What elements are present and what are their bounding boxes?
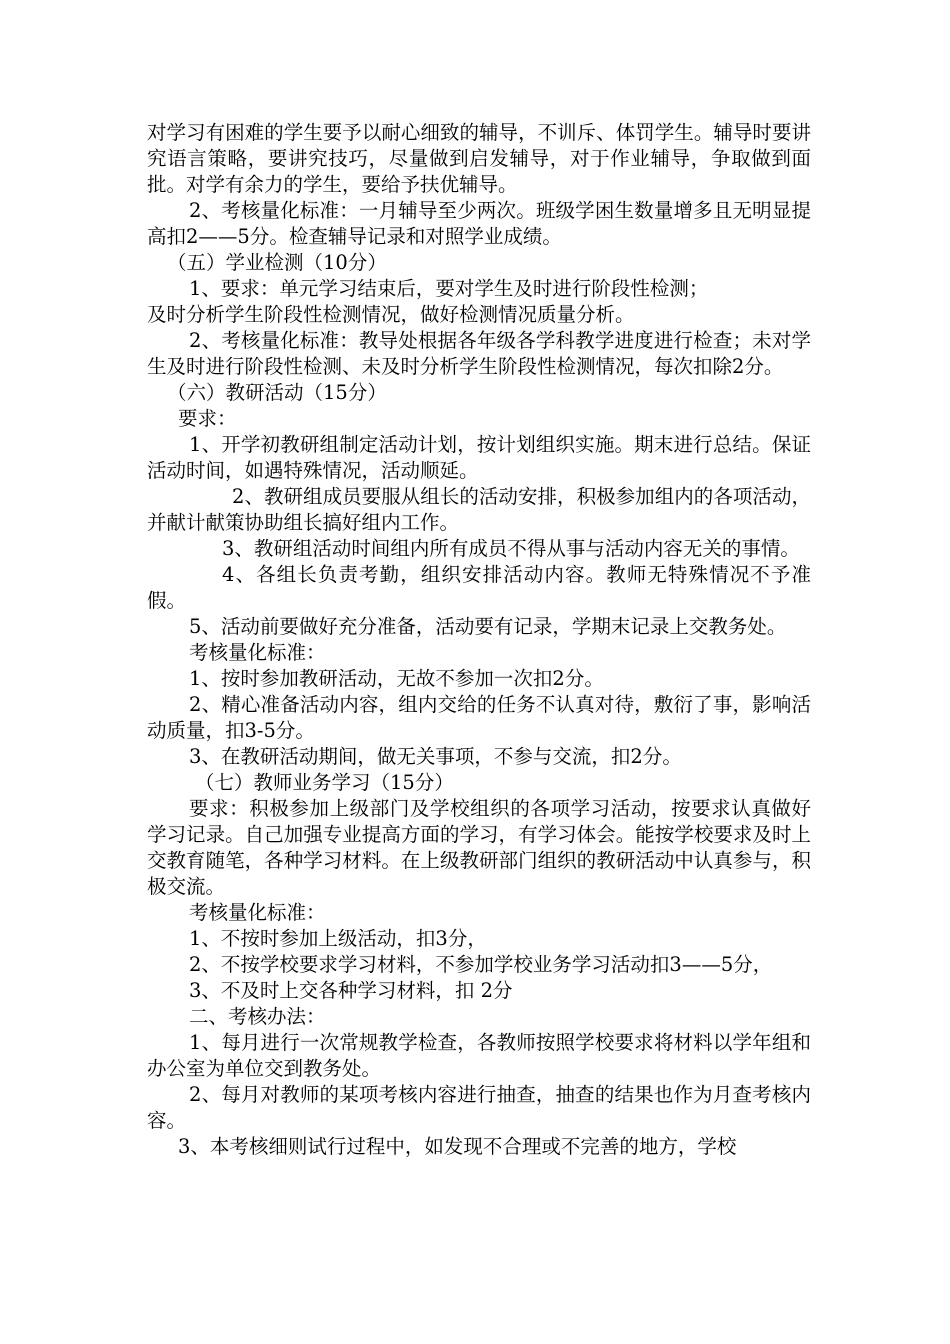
section-heading-teaching-research: （六）教研活动（15分） bbox=[167, 381, 387, 404]
section-heading-assessment-method: 二、考核办法： bbox=[189, 1005, 326, 1028]
paragraph-method-2: 2、每月对教师的某项考核内容进行抽查，抽查的结果也作为月查考核内容。 bbox=[147, 1083, 811, 1132]
document-body bbox=[147, 120, 811, 1160]
paragraph-testing-requirement: 1、要求：单元学习结束后，要对学生及时进行阶段性检测； bbox=[189, 277, 709, 300]
paragraph-standard-label-2: 考核量化标准： bbox=[189, 901, 326, 924]
paragraph-requirements-label: 要求： bbox=[178, 407, 237, 430]
section-heading-academic-testing: （五）学业检测（10分） bbox=[167, 251, 387, 274]
paragraph-testing-standard: 2、考核量化标准：教导处根据各年级各学科教学进度进行检查；未对学生及时进行阶段性检测、未及时分析学生阶段性检测情况，每次扣除2分。 bbox=[147, 329, 811, 378]
paragraph-method-1: 1、每月进行一次常规教学检查，各教师按照学校要求将材料以学年组和办公室为单位交到教务处。 bbox=[147, 1031, 811, 1080]
paragraph-research-members: 2、教研组成员要服从组长的活动安排，积极参加组内的各项活动，并献计献策协助组长搞好组内工作。 bbox=[147, 485, 811, 534]
paragraph-testing-analysis: 及时分析学生阶段性检测情况，做好检测情况质量分析。 bbox=[147, 303, 635, 326]
paragraph-study-standard-1: 1、不按时参加上级活动，扣3分， bbox=[189, 927, 487, 950]
paragraph-study-standard-2: 2、不按学校要求学习材料，不参加学校业务学习活动扣3——5分， bbox=[189, 953, 773, 976]
paragraph-tutoring-requirements: 对学习有困难的学生要予以耐心细致的辅导，不训斥、体罚学生。辅导时要讲究语言策略，要讲究技巧，尽量做到启发辅导，对于作业辅导，争取做到面批。对学有余力的学生，要给予扶优辅导。 bbox=[147, 121, 811, 196]
paragraph-method-3: 3、本考核细则试行过程中，如发现不合理或不完善的地方，学校 bbox=[178, 1135, 737, 1158]
paragraph-study-standard-3: 3、不及时上交各种学习材料，扣 2分 bbox=[189, 979, 513, 1002]
paragraph-research-attendance: 4、各组长负责考勤，组织安排活动内容。教师无特殊情况不予准假。 bbox=[147, 563, 811, 612]
paragraph-research-time: 3、教研组活动时间组内所有成员不得从事与活动内容无关的事情。 bbox=[222, 537, 800, 560]
paragraph-research-standard-3: 3、在教研活动期间，做无关事项，不参与交流，扣2分。 bbox=[189, 745, 682, 768]
paragraph-research-standard-1: 1、按时参加教研活动，无故不参加一次扣2分。 bbox=[189, 667, 604, 690]
paragraph-tutoring-standard: 2、考核量化标准：一月辅导至少两次。班级学困生数量增多且无明显提高扣2——5分。检查辅导记录和对照学业成绩。 bbox=[147, 199, 811, 248]
paragraph-research-preparation: 5、活动前要做好充分准备，活动要有记录，学期末记录上交教务处。 bbox=[189, 615, 787, 638]
paragraph-research-plan: 1、开学初教研组制定活动计划，按计划组织实施。期末进行总结。保证活动时间，如遇特殊情况，活动顺延。 bbox=[147, 433, 811, 482]
paragraph-standard-label: 考核量化标准： bbox=[189, 641, 326, 664]
paragraph-research-standard-2: 2、精心准备活动内容，组内交给的任务不认真对待，敷衍了事，影响活动质量，扣3-5分。 bbox=[147, 693, 811, 742]
paragraph-study-requirements: 要求：积极参加上级部门及学校组织的各项学习活动，按要求认真做好学习记录。自己加强专业提高方面的学习，有学习体会。能按学校要求及时上交教育随笔，各种学习材料。在上级教研部门组织的教研活动中认真参与，积极交流。 bbox=[147, 797, 811, 898]
section-heading-professional-study: （七）教师业务学习（15分） bbox=[195, 771, 454, 794]
